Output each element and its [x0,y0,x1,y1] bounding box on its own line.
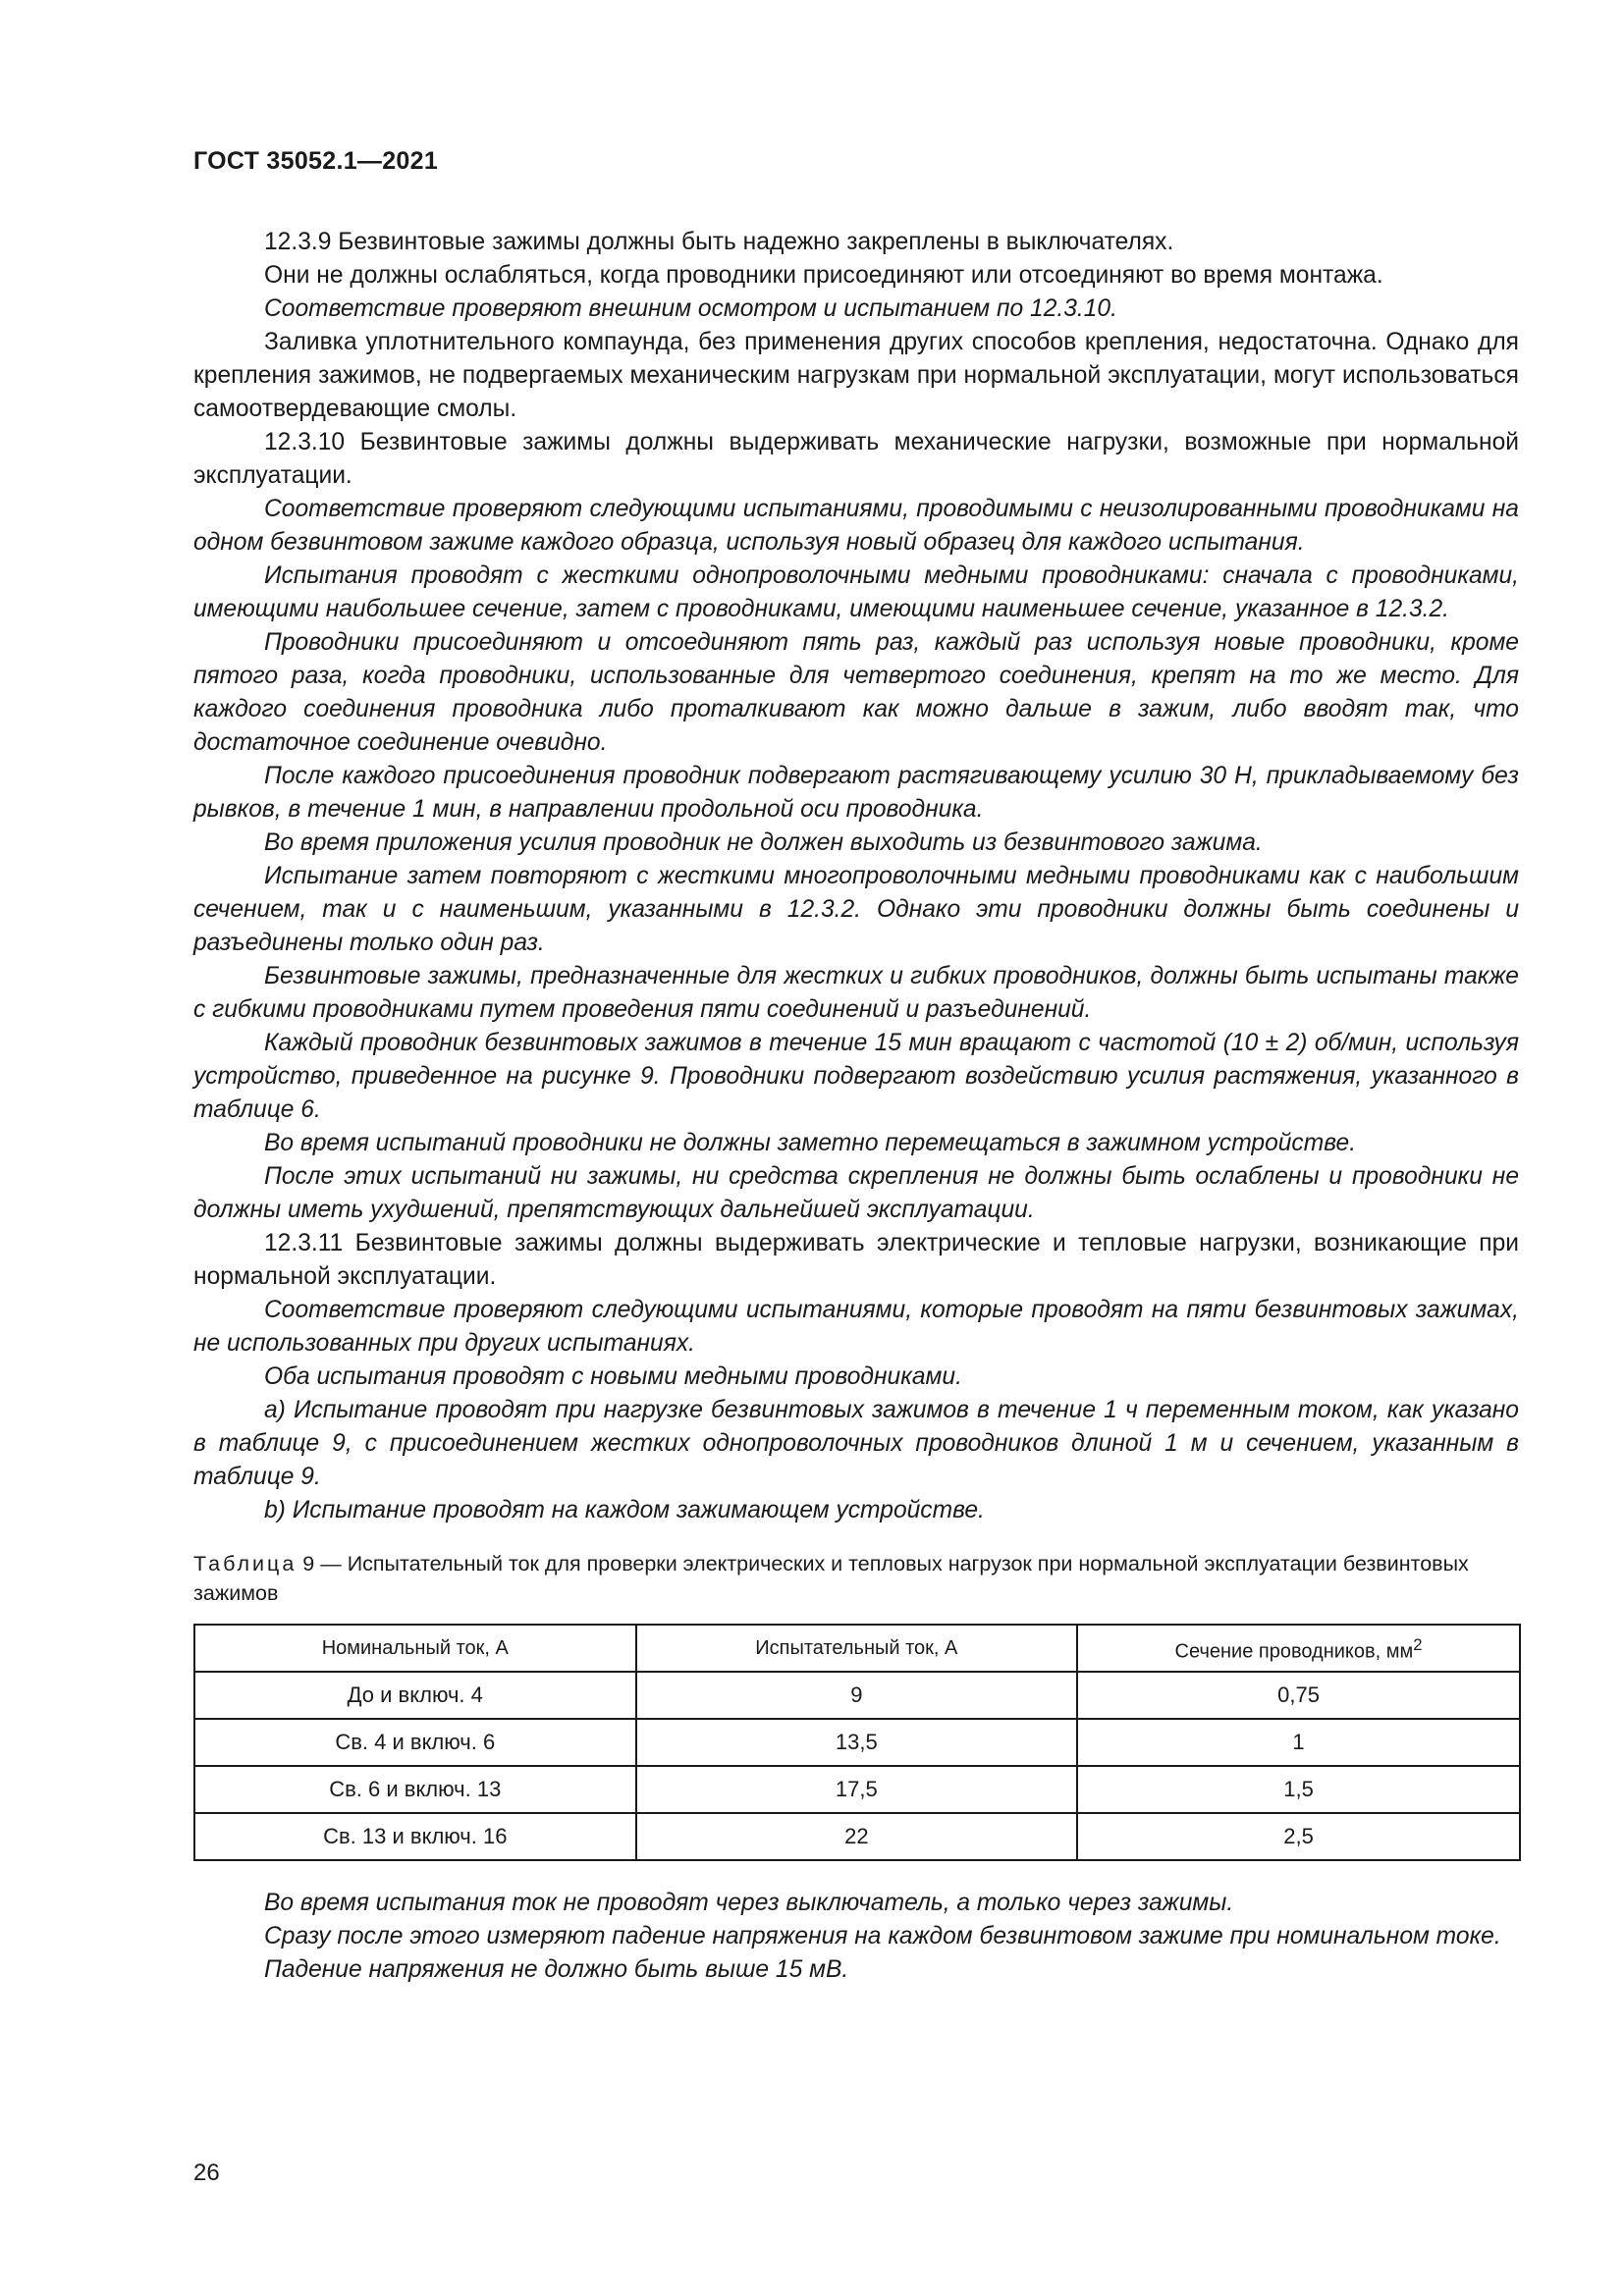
paragraph: a) Испытание проводят при нагрузке безвинтовых зажимов в течение 1 ч переменным током, как указано в таблице 9, с присоединением жестких однопроволочных проводников длиной 1 м и сечением, указанным в таблице 9. [193,1397,1519,1490]
paragraph: Каждый проводник безвинтовых зажимов в течение 15 мин вращают с частотой (10 ± 2) об/мин, используя устройство, приведенное на рисунке 9. Проводники подвергают воздействию усилия растяжения, указанного в таблице 6. [193,1030,1519,1123]
table-cell: 9 [636,1672,1078,1719]
paragraph: Во время испытания ток не проводят через выключатель, а только через зажимы. [264,1890,1234,1916]
table-header-row [194,1625,1520,1672]
after-table-section [193,1887,1519,1987]
paragraph: Во время испытаний проводники не должны заметно перемещаться в зажимном устройстве. [264,1130,1357,1156]
table-row [194,1672,1520,1719]
paragraph: После этих испытаний ни зажимы, ни средства скрепления не должны быть ослаблены и проводники не должны иметь ухудшений, препятствующих дальнейшей эксплуатации. [193,1163,1519,1223]
table-caption [193,1549,1519,1608]
paragraph: Во время приложения усилия проводник не должен выходить из безвинтового зажима. [264,829,1263,856]
paragraph: Испытания проводят с жесткими однопроволочными медными проводниками: сначала с проводниками, имеющими наибольшее сечение, затем с проводниками, имеющими наименьшее сечение, указанное в 12.3.2. [193,562,1519,622]
table-header-cell-text: Сечение проводников, мм [1174,1640,1414,1663]
table-body [194,1672,1520,1860]
paragraph: 12.3.10 Безвинтовые зажимы должны выдерживать механические нагрузки, возможные при нормальной эксплуатации. [193,429,1519,489]
table-cell: 2,5 [1077,1813,1520,1860]
table-row [194,1766,1520,1813]
table-cell: 22 [636,1813,1078,1860]
table-cell: 1,5 [1077,1766,1520,1813]
document-header: ГОСТ 35052.1—2021 [193,147,439,175]
paragraph: Соответствие проверяют следующими испытаниями, которые проводят на пяти безвинтовых зажимах, не использованных при других испытаниях. [193,1297,1519,1357]
table-header-superscript: 2 [1413,1634,1423,1654]
table-header-cell: Испытательный ток, А [636,1625,1078,1672]
paragraph: Падение напряжения не должно быть выше 15 мВ. [264,1956,849,1983]
table-header-cell [1077,1625,1520,1672]
paragraph: Сразу после этого измеряют падение напряжения на каждом безвинтовом зажиме при номинальном токе. [264,1923,1501,1949]
table-header-cell: Номинальный ток, А [194,1625,636,1672]
document-body [193,226,1519,1987]
table-cell: Св. 6 и включ. 13 [194,1766,636,1813]
paragraph: Соответствие проверяют внешним осмотром и испытанием по 12.3.10. [264,295,1117,322]
paragraph: 12.3.9 Безвинтовые зажимы должны быть надежно закреплены в выключателях. [264,229,1174,255]
paragraph: Соответствие проверяют следующими испытаниями, проводимыми с неизолированными проводниками на одном безвинтовом зажиме каждого образца, используя новый образец для каждого испытания. [193,496,1519,556]
table-caption-text: 9 — Испытательный ток для проверки электрических и тепловых нагрузок при нормальной эксплуатации безвинтовых зажимов [193,1552,1469,1605]
paragraph: Проводники присоединяют и отсоединяют пять раз, каждый раз используя новые проводники, кроме пятого раза, когда проводники, использованные для четвертого соединения, крепят на то же место. Для каждого соединения проводника либо проталкивают как можно дальше в зажим, либо вводят так, что достаточное соединение очевидно. [193,629,1519,756]
paragraph: Испытание затем повторяют с жесткими многопроволочными медными проводниками как с наибольшим сечением, так и с наименьшим, указанными в 12.3.2. Однако эти проводники должны быть соединены и разъединены только один раз. [193,863,1519,956]
paragraph: После каждого присоединения проводник подвергают растягивающему усилию 30 Н, прикладываемому без рывков, в течение 1 мин, в направлении продольной оси проводника. [193,763,1519,823]
paragraph: Безвинтовые зажимы, предназначенные для жестких и гибких проводников, должны быть испытаны также с гибкими проводниками путем проведения пяти соединений и разъединений. [193,963,1519,1023]
table-cell: До и включ. 4 [194,1672,636,1719]
paragraph: Оба испытания проводят с новыми медными проводниками. [264,1363,962,1390]
table-row [194,1719,1520,1766]
table-cell: Св. 4 и включ. 6 [194,1719,636,1766]
paragraphs-section [193,226,1519,1527]
page-number: 26 [193,2160,220,2186]
paragraph: 12.3.11 Безвинтовые зажимы должны выдерживать электрические и тепловые нагрузки, возникающие при нормальной эксплуатации. [193,1230,1519,1290]
table-cell: 1 [1077,1719,1520,1766]
paragraph: b) Испытание проводят на каждом зажимающем устройстве. [264,1497,985,1523]
table-caption-label: Таблица [193,1552,298,1575]
table-cell: 17,5 [636,1766,1078,1813]
table-cell: 0,75 [1077,1672,1520,1719]
table-row [194,1813,1520,1860]
table-cell: 13,5 [636,1719,1078,1766]
table-cell: Св. 13 и включ. 16 [194,1813,636,1860]
data-table [193,1624,1521,1861]
paragraph: Заливка уплотнительного компаунда, без применения других способов крепления, недостаточна. Однако для крепления зажимов, не подвергаемых механическим нагрузкам при нормальной эксплуатации, могут использоваться самоотвердевающие смолы. [193,329,1519,422]
paragraph: Они не должны ослабляться, когда проводники присоединяют или отсоединяют во время монтажа. [264,262,1383,289]
